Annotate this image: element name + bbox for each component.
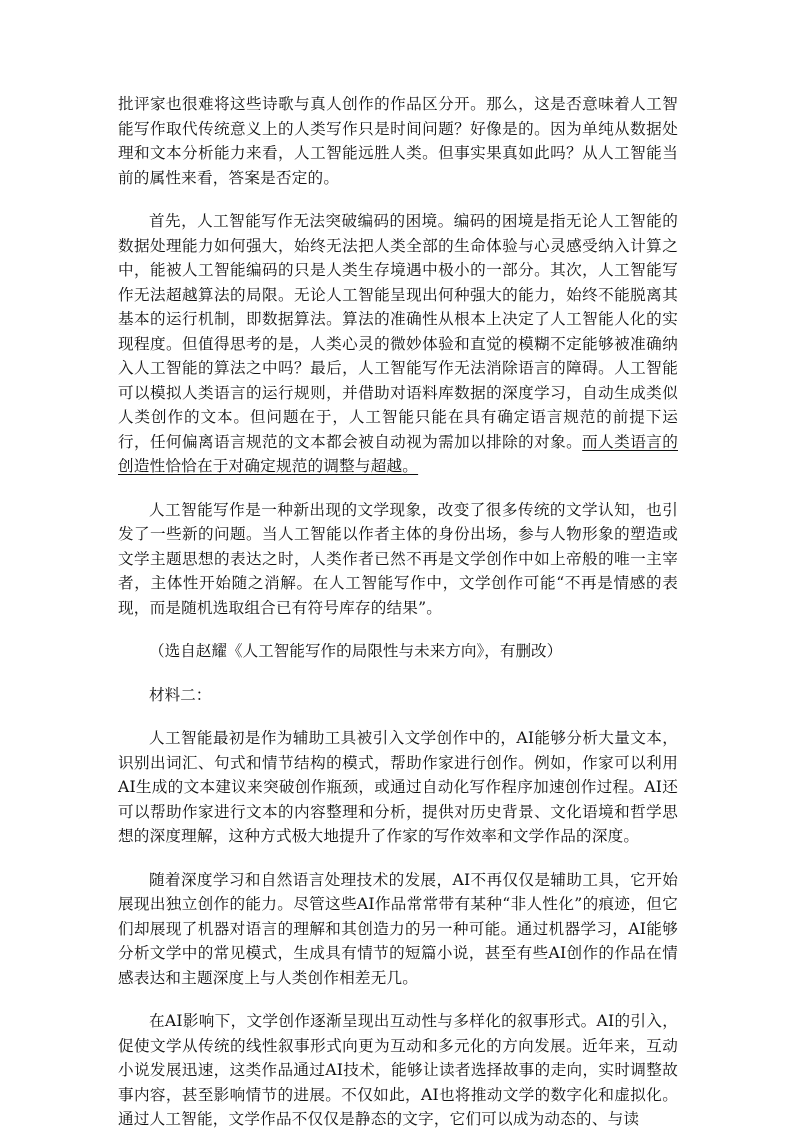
source-citation: （选自赵耀《人工智能写作的局限性与未来方向》，有删改）: [149, 642, 563, 660]
material-2-heading: 材料二：: [149, 685, 212, 704]
paragraph-6: 在AI影响下，文学创作逐渐呈现出互动性与多样化的叙事形式。AI的引入，促使文学从传统的线性叙事形式向更为互动和多元化的方向发展。近年来，互动小说发展迅速，这类作品通过AI技术，能够让读者选择故事的走向，实时调整故事内容，甚至影响情节的进展。不仅如此，AI也将推动文学的数字化和虚拟化。通过人工智能，文学作品不仅仅是静态的文字，它们可以成为动态的、与读: [118, 1012, 678, 1128]
paragraph-2-main: 首先，人工智能写作无法突破编码的困境。编码的困境是指无论人工智能的数据处理能力如何强大，始终无法把人类全部的生命体验与心灵感受纳入计算之中，能被人工智能编码的只是人类生存境遇中极小的一部分。其次，人工智能写作无法超越算法的局限。无论人工智能呈现出何种强大的能力，始终不能脱离其基本的运行机制，即数据算法。算法的准确性从根本上决定了人工智能人化的实现程度。但值得思考的是，人类心灵的微妙体验和直觉的模糊不定能够被准确纳入人工智能的算法之中吗？最后，人工智能写作无法消除语言的障碍。人工智能可以模拟人类语言的运行规则，并借助对语料库数据的深度学习，自动生成类似人类创作的文本。但问题在于，人工智能只能在具有确定语言规范的前提下运行，任何偏离语言规范的文本都会被自动视为需加以排除的对象。: [118, 212, 678, 451]
underlined-sentence: 而人类语言的创造性恰恰在于对确定规范的调整与超越。: [118, 432, 678, 475]
paragraph-3: 人工智能写作是一种新出现的文学现象，改变了很多传统的文学认知，也引发了一些新的问题。当人工智能以作者主体的身份出场，参与人物形象的塑造或文学主题思想的表达之时，人类作者已然不再是文学创作中如上帝般的唯一主宰者，主体性开始随之消解。在人工智能写作中，文学创作可能“不再是情感的表现，而是随机选取组合已有符号库存的结果”。: [118, 500, 678, 617]
paragraph-1: 批评家也很难将这些诗歌与真人创作的作品区分开。那么，这是否意味着人工智能写作取代传统意义上的人类写作只是时间问题？好像是的。因为单纯从数据处理和文本分析能力来看，人工智能远胜人类。但事实果真如此吗？从人工智能当前的属性来看，答案是否定的。: [118, 95, 678, 187]
paragraph-2: [118, 209, 678, 479]
paragraph-4: 人工智能最初是作为辅助工具被引入文学创作中的，AI能够分析大量文本，识别出词汇、句式和情节结构的模式，帮助作家进行创作。例如，作家可以利用AI生成的文本建议来突破创作瓶颈，或通过自动化写作程序加速创作过程。AI还可以帮助作家进行文本的内容整理和分析，提供对历史背景、文化语境和哲学思想的深度理解，这种方式极大地提升了作家的写作效率和文学作品的深度。: [118, 729, 678, 845]
document-page: [118, 92, 678, 1132]
paragraph-5: 随着深度学习和自然语言处理技术的发展，AI不再仅仅是辅助工具，它开始展现出独立创作的能力。尽管这些AI作品常常带有某种“非人性化”的痕迹，但它们却展现了机器对语言的理解和其创造力的另一种可能。通过机器学习，AI能够分析文学中的常见模式，生成具有情节的短篇小说，甚至有些AI创作的作品在情感表达和主题深度上与人类创作相差无几。: [118, 870, 678, 987]
